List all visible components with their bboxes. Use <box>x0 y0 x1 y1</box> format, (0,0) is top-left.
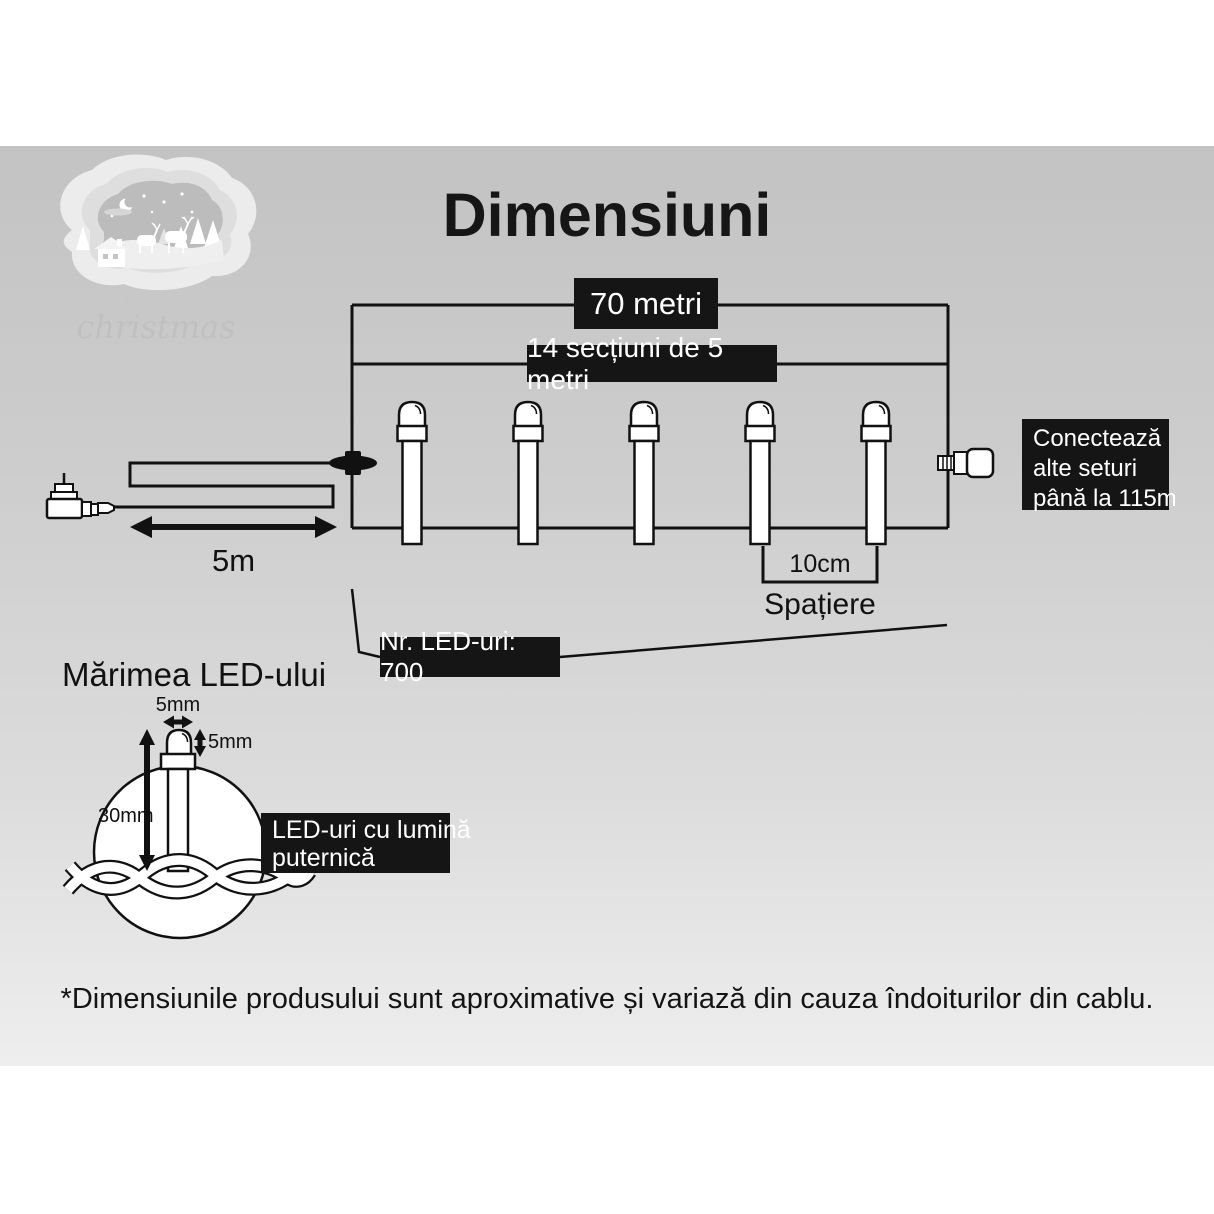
brand-script: christmas <box>76 308 236 346</box>
inline-connector-icon <box>329 451 377 475</box>
led-bulb-icon <box>398 402 427 544</box>
connect-line-1: Conectează <box>1033 425 1162 452</box>
power-plug-icon <box>47 473 114 518</box>
end-connector-icon <box>938 449 993 477</box>
sections-label: 14 secțiuni de 5 metri <box>527 345 777 382</box>
footnote: *Dimensiunile produsului sunt aproximative și variază din cauza îndoiturilor din cablu. <box>60 983 1154 1015</box>
callout-line-2: puternică <box>272 844 375 872</box>
spacing-value-label: 10cm <box>789 550 851 578</box>
led-brightness-callout <box>261 813 471 873</box>
spacing-caption: Spațiere <box>764 588 876 621</box>
lead-length-arrow <box>130 516 337 538</box>
led-width-label: 5mm <box>155 694 201 716</box>
led-bulb-icon <box>514 402 543 544</box>
connect-line-3: până la 115m <box>1033 485 1177 512</box>
connect-sets-label <box>1022 419 1177 512</box>
width-arrow <box>163 716 193 729</box>
led-length-label: 30mm <box>98 805 154 827</box>
led-height-label: 5mm <box>208 731 253 753</box>
callout-line-1: LED-uri cu lumină <box>272 816 471 844</box>
led-bulbs <box>398 402 891 544</box>
brand-name: FLIPPY. <box>109 289 207 308</box>
led-bulb-icon <box>630 402 659 544</box>
led-size-heading: Mărimea LED-ului <box>62 656 327 693</box>
led-bulb-icon <box>862 402 891 544</box>
lead-length-label: 5m <box>211 543 256 578</box>
led-count-label: Nr. LED-uri: 700 <box>380 637 560 677</box>
total-length-label: 70 metri <box>574 278 718 329</box>
led-bulb-icon <box>746 402 775 544</box>
lead-wire <box>115 463 340 507</box>
connect-line-2: alte seturi <box>1033 455 1138 482</box>
page-title: Dimensiuni <box>442 181 772 249</box>
